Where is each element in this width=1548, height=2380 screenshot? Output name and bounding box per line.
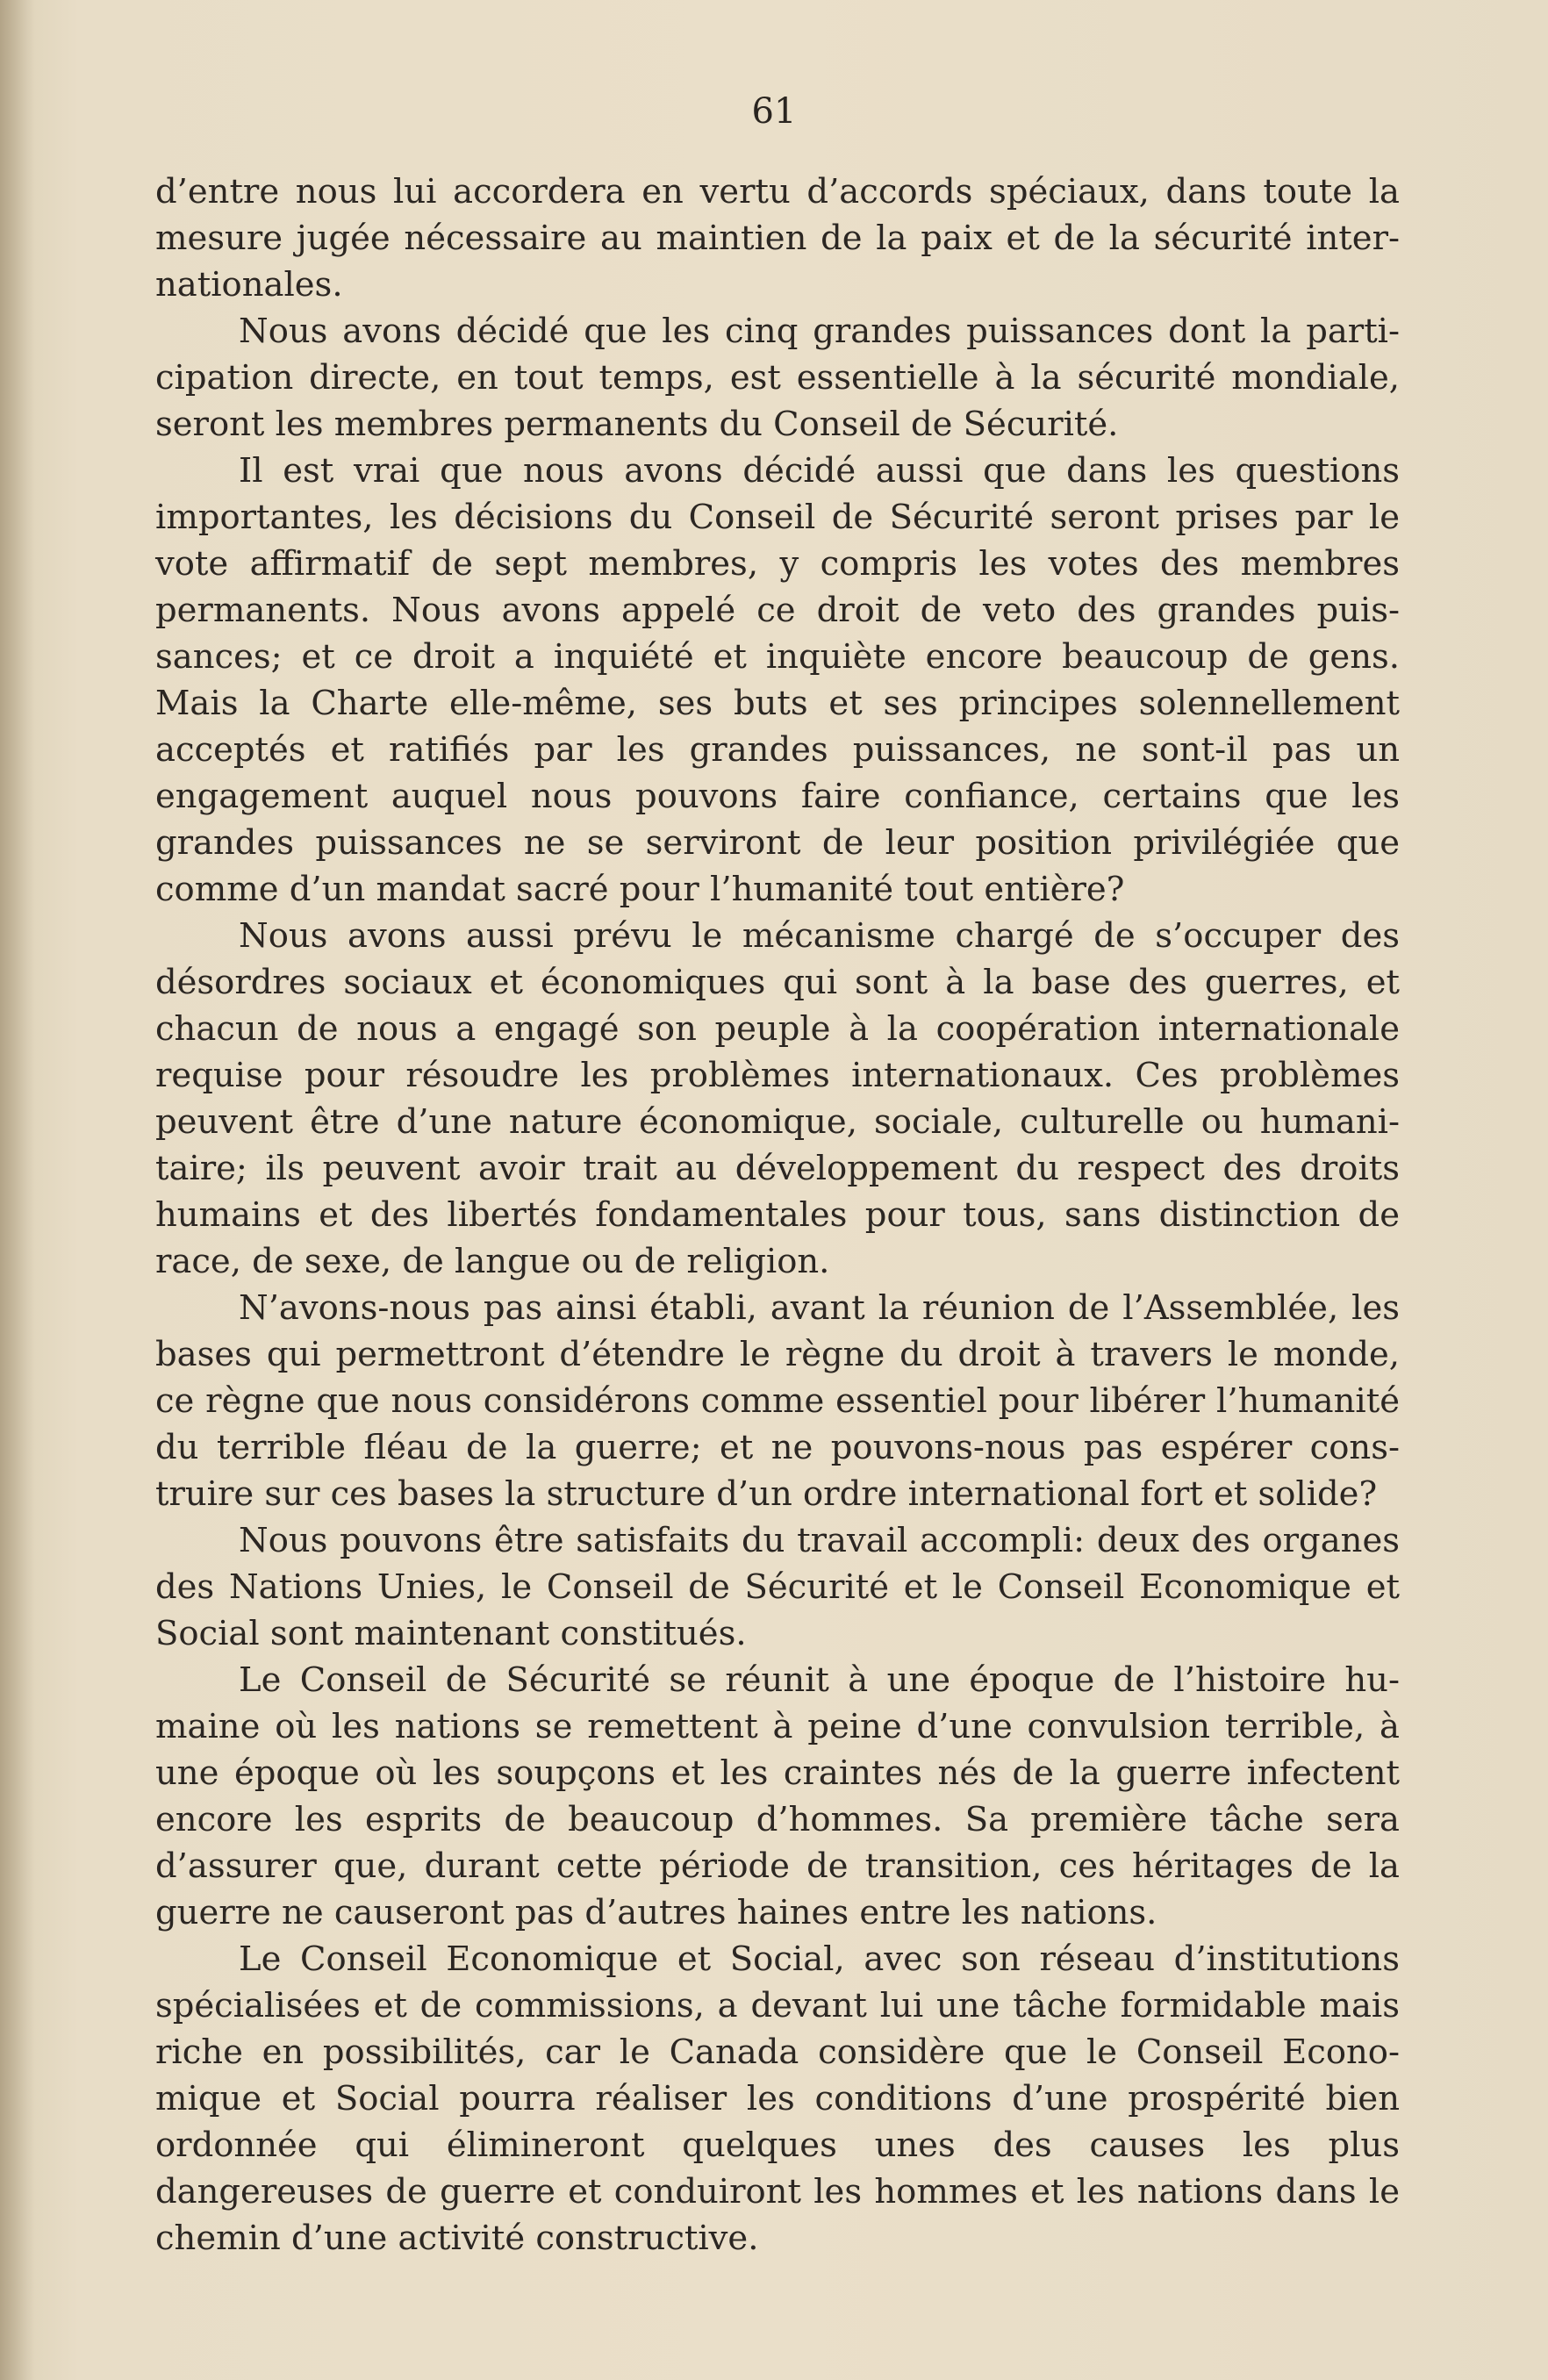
paragraph-2: Nous avons décidé que les cinq grandes puissances dont la participation directe, en tout temps, est essentielle à la sécurité mondiale, seront les membres permanents du Conseil de Sécurité. — [155, 312, 1400, 444]
page-number: 61 — [751, 91, 797, 132]
paragraph-3: Il est vrai que nous avons décidé aussi que dans les questions importantes, les décisions du Conseil de Sécurité seront prises par le vote affirmatif de sept membres, y compris les votes des membres permanents. Nous avons appelé ce droit de veto des grandes puissances; et ce droit a inquiété et inquiète encore beaucoup de gens. Mais la Charte elle-même, ses buts et ses principes solennellement acceptés et ratifiés par les grandes puissances, ne sont-il pas un engagement auquel nous pouvons faire confiance, certains que les grandes puissances ne se serviront de leur position privilégiée que comme d’un mandat sacré pour l’humanité tout entière? — [155, 451, 1400, 909]
paragraph-5: N’avons-nous pas ainsi établi, avant la réunion de l’Assemblée, les bases qui permettront d’étendre le règne du droit à travers le monde, ce règne que nous considérons comme essentiel pour libérer l’humanité du terrible fléau de la guerre; et ne pouvons-nous pas espérer construire sur ces bases la structure d’un ordre international fort et solide? — [155, 1288, 1400, 1514]
paragraph-6: Nous pouvons être satisfaits du travail accompli: deux des organes des Nations Unies, le Conseil de Sécurité et le Conseil Economique et Social sont maintenant constitués. — [155, 1521, 1400, 1653]
paragraph-8: Le Conseil Economique et Social, avec son réseau d’institutions spécialisées et de commissions, a devant lui une tâche formidable mais riche en possibilités, car le Canada considère que le Conseil Economique et Social pourra réaliser les conditions d’une prospérité bien ordonnée qui élimineront quelques unes des causes les plus dangereuses de guerre et conduiront les hommes et les nations dans le chemin d’une activité constructive. — [155, 1939, 1400, 2258]
paragraph-7: Le Conseil de Sécurité se réunit à une époque de l’histoire humaine où les nations se remettent à peine d’une convulsion terrible, à une époque où les soupçons et les craintes nés de la guerre infectent encore les esprits de beaucoup d’hommes. Sa première tâche sera d’assurer que, durant cette période de transition, ces héritages de la guerre ne causeront pas d’autres haines entre les nations. — [155, 1660, 1400, 1932]
paragraph-4: Nous avons aussi prévu le mécanisme chargé de s’occuper des désordres sociaux et économiques qui sont à la base des guerres, et chacun de nous a engagé son peuple à la coopération internationale requise pour résoudre les problèmes internationaux. Ces problèmes peuvent être d’une nature économique, sociale, culturelle ou humanitaire; ils peuvent avoir trait au développement du respect des droits humains et des libertés fondamentales pour tous, sans distinction de race, de sexe, de langue ou de religion. — [155, 916, 1400, 1281]
body-text — [155, 168, 1400, 2262]
binding-shadow — [0, 0, 35, 2380]
paragraph-1: d’entre nous lui accordera en vertu d’accords spéciaux, dans toute la mesure jugée nécessaire au maintien de la paix et de la sécurité internationales. — [155, 172, 1400, 305]
